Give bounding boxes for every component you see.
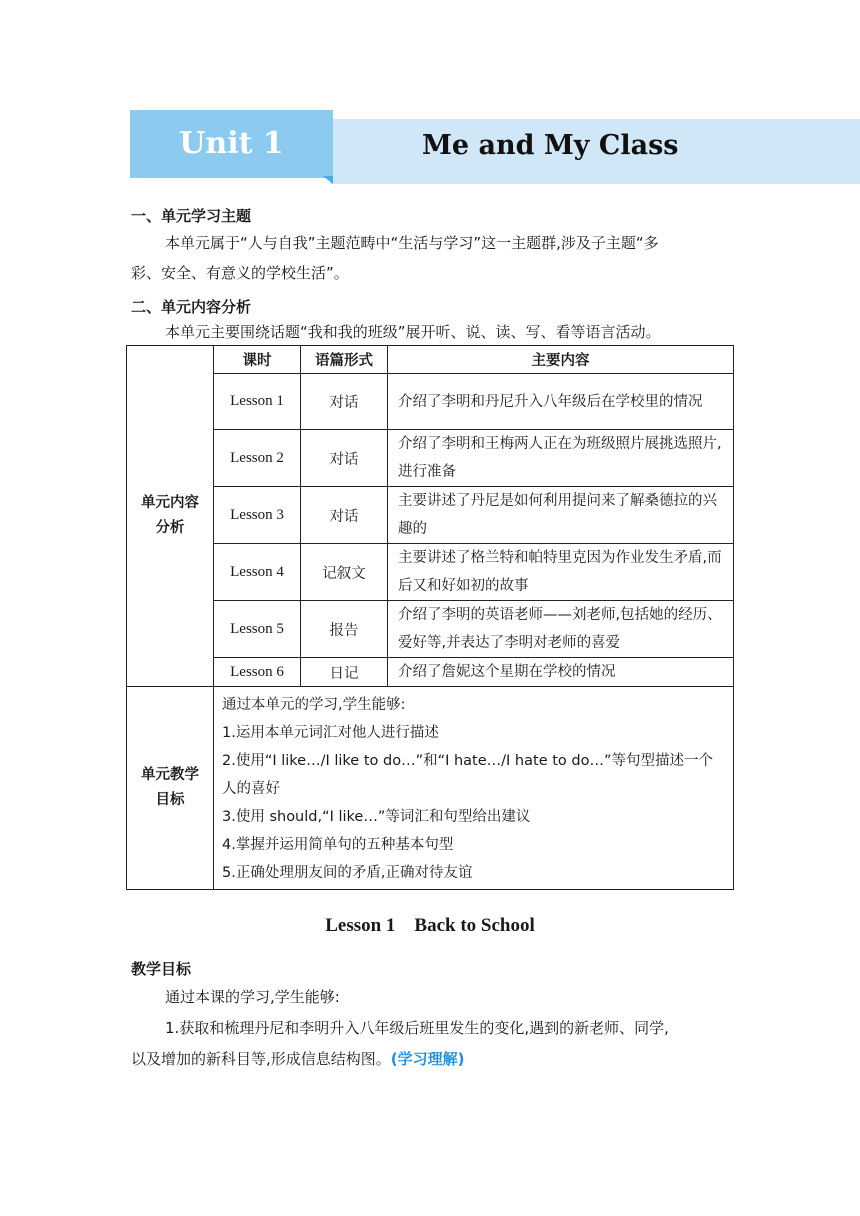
section2-line1: 本单元主要围绕话题“我和我的班级”展开听、说、读、写、看等语言活动。 [165,323,661,341]
goal-line: 1.运用本单元词汇对他人进行描述 [222,725,439,741]
unit-banner [130,110,860,186]
content-cell: 介绍了李明和丹尼升入八年级后在学校里的情况 [388,374,734,430]
unit-analysis-table [126,345,734,890]
table-row [127,601,734,658]
table-row [127,487,734,544]
goals-cell [214,687,734,890]
header-period: 课时 [214,346,301,374]
content-cell: 介绍了詹妮这个星期在学校的情况 [388,658,734,687]
lesson-cell: Lesson 3 [214,487,301,544]
content-cell: 主要讲述了丹尼是如何利用提问来了解桑德拉的兴趣的 [388,487,734,544]
lesson-title: Lesson 1 Back to School [325,915,535,936]
goal-line: 通过本单元的学习,学生能够: [222,697,406,713]
section1-heading: 一、单元学习主题 [131,207,252,225]
section1-line1: 本单元属于“人与自我”主题范畴中“生活与学习”这一主题群,涉及子主题“多 [165,234,659,252]
lesson-cell: Lesson 5 [214,601,301,658]
header-content: 主要内容 [388,346,734,374]
lesson-cell: Lesson 1 [214,374,301,430]
lesson-cell: Lesson 4 [214,544,301,601]
form-cell: 记叙文 [301,544,388,601]
lesson-cell: Lesson 6 [214,658,301,687]
content-cell: 介绍了李明的英语老师——刘老师,包括她的经历、爱好等,并表达了李明对老师的喜爱 [388,601,734,658]
table-row [127,430,734,487]
lesson-cell: Lesson 2 [214,430,301,487]
unit-label: Unit 1 [179,126,284,161]
goal-heading: 教学目标 [131,960,192,978]
learning-tag: (学习理解) [390,1050,465,1068]
goal-line: 3.使用 should,“I like…”等词汇和句型给出建议 [222,809,531,825]
form-cell: 对话 [301,430,388,487]
section1-line2: 彩、安全、有意义的学校生活”。 [131,264,349,282]
unit-title: Me and My Class [422,130,679,161]
header-form: 语篇形式 [301,346,388,374]
section2-heading: 二、单元内容分析 [131,298,252,316]
goal-line: 2.使用“I like…/I like to do…”和“I hate…/I hate to do…”等句型描述一个人的喜好 [222,753,713,797]
content-cell: 介绍了李明和王梅两人正在为班级照片展挑选照片,进行准备 [388,430,734,487]
lesson-intro: 通过本课的学习,学生能够: [165,988,340,1006]
table-row [127,658,734,687]
form-cell: 对话 [301,374,388,430]
table-header-row [127,346,734,374]
form-cell: 对话 [301,487,388,544]
form-cell: 日记 [301,658,388,687]
table-row [127,544,734,601]
goals-label: 单元教学目标 [127,687,214,890]
form-cell: 报告 [301,601,388,658]
lesson-item1-line2 [131,1052,465,1067]
analysis-label: 单元内容分析 [127,346,214,687]
goal-line: 5.正确处理朋友间的矛盾,正确对待友谊 [222,865,473,881]
lesson-item1-line1: 1.获取和梳理丹尼和李明升入八年级后班里发生的变化,遇到的新老师、同学, [165,1019,669,1037]
goal-line: 4.掌握并运用简单句的五种基本句型 [222,837,454,853]
goals-row [127,687,734,890]
lesson-item1-text: 以及增加的新科目等,形成信息结构图。 [131,1050,391,1068]
table-row [127,374,734,430]
content-cell: 主要讲述了格兰特和帕特里克因为作业发生矛盾,而后又和好如初的故事 [388,544,734,601]
